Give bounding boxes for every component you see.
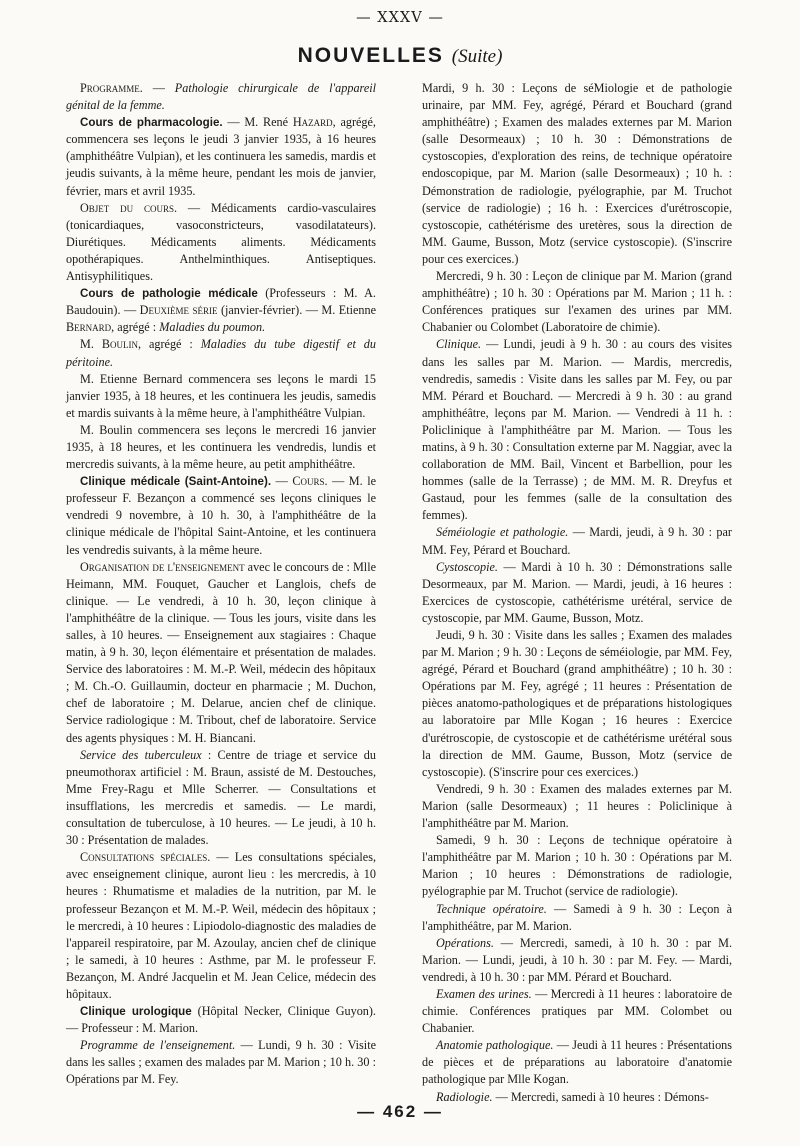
text-run: — Médicaments cardio-vasculaires (tonicardiaques, vasoconstricteurs, vasodilatateurs). Diurétiques. Médicaments aliments. Médicaments opothérapiques. Anthelminthiques. Antiseptiques. Antisyphilitiques. — [66, 200, 376, 284]
paragraph — [422, 901, 732, 935]
text-run: Vendredi, 9 h. 30 : Examen des malades externes par M. Marion (salle Desormeaux) ; 11 heures : Policlinique à l'amphithéâtre par M. Marion. — [422, 781, 732, 831]
text-run: (janvier-février). — M. Etienne — [217, 303, 377, 318]
text-run: Séméiologie et pathologie. — [436, 525, 569, 540]
text-run: — M. René — [222, 115, 293, 130]
text-run: , agrégé, commencera ses leçons le jeudi 3 janvier 1935, à 16 heures (amphithéâtre Vulpian), et les continuera les samedis, mardis et jeudis suivants, à la même heure, pendant les mois de janvier, février, mars et avril 1935. — [66, 115, 376, 198]
text-run: Anatomie pathologique. — [436, 1038, 554, 1053]
text-run: Radiologie. — [436, 1089, 493, 1104]
paragraph — [422, 1037, 732, 1088]
text-run: Technique opératoire. — [436, 901, 547, 916]
text-run: — Samedi à 9 h. 30 : Leçon à l'amphithéâtre, par M. Marion. — [422, 901, 732, 933]
text-run: — Mardi, jeudi, à 9 h. 30 : par MM. Fey, Pérard et Bouchard. — [422, 525, 732, 557]
paragraph — [66, 114, 376, 199]
text-run: avec le concours de : Mlle Heimann, MM. Fouquet, Gaucher et Langlois, chefs de clinique. — Le vendredi, à 10 h. 30, leçon clinique à l'amphithéâtre de la clinique. — Tous les jours, visite dans les salles, à 10 heures. — Enseignement aux stagiaires : Chaque matin, à 9 h. 30, leçon élémentaire et présentation de malades. Service des laboratoires : M. M.-P. Weil, médecin des hôpitaux ; M. Ch.-O. Guillaumin, docteur en pharmacie ; M. Duchon, chef de laboratoire ; M. Delarue, ancien chef de clinique. Service radiologique : M. Tribout, chef de laboratoire. Service des agents physiques : M. H. Biancani. — [66, 559, 376, 745]
text-run: — — [142, 81, 175, 95]
text-run: — Jeudi à 11 heures : Présentations de pièces et de préparations au laboratoire d'anatomie pathologique par Mlle Kogan. — [422, 1038, 733, 1087]
text-run: Consultations spéciales. — [80, 850, 211, 865]
paragraph — [422, 832, 732, 900]
text-run: Mardi, 9 h. 30 : Leçons de séMiologie et de pathologie urinaire, par MM. Fey, agrégé, Pérard et Bouchard (grand amphithéâtre) ; Examen des malades externes par M. Marion (salle Desormeaux) ; 10 h. 30 : Démonstrations de cystoscopies, d'exploration des reins, de technique opératoire endoscopique, par M. Marion (salle Desormeaux) ; 10 h. : Démonstration de radiologie, pyélographie, par M. Truchot (service de radiologie) ; 16 h. : Exercices d'urétroscopie, cystoscopie, cathétérisme des uretères, sous la direction de MM. Gaume, Busson, Motz (service cystoscopie). (S'inscrire pour ces exercices.) — [422, 81, 732, 266]
paragraph — [422, 268, 732, 336]
text-run: Clinique urologique — [80, 1005, 192, 1019]
paragraph — [66, 80, 376, 114]
paragraph — [66, 559, 376, 747]
text-run: Boulin — [101, 337, 138, 352]
text-run: — Lundi, 9 h. 30 : Visite dans les salles ; examen des malades par M. Marion ; 10 h. 30 : Opérations par M. Fey. — [66, 1038, 376, 1087]
page-number-top: — XXXV — — [356, 10, 444, 26]
text-run: Samedi, 9 h. 30 : Leçons de technique opératoire à l'amphithéâtre par M. Marion ; 10 h. 30 : Opérations par M. Marion ; 10 heures : Démonstrations de radiologie, pyélographie par M. Truchot (service de radiologie). — [422, 833, 732, 899]
text-run: : Centre de triage et service du pneumothorax artificiel : M. Braun, assisté de M. Destouches, Mme Frey-Ragu et Mlle Scherrer. — Consultations et insufflations, les mercredis et samedis. — Le mardi, consultation de tuberculose, à 10 heures. — Le jeudi, à 10 h. 30 : Présentation de malades. — [66, 747, 376, 848]
text-run: , agrégé : — [137, 337, 201, 352]
text-run: Cours de pharmacologie. — [80, 116, 223, 130]
paragraph — [422, 524, 732, 558]
text-run: — Mercredi, samedi, à 10 h. 30 : par M. Marion. — Lundi, jeudi, à 10 h. 30 : par M. Fey. — Mardi, vendredi, à 10 h. 30 : par MM. Pérard et Bouchard. — [422, 935, 732, 984]
text-run: Examen des urines. — [436, 986, 532, 1001]
text-run: Organisation de l'enseignement — [80, 559, 245, 574]
text-run: Jeudi, 9 h. 30 : Visite dans les salles ; Examen des malades par M. Marion ; 9 h. 30 : Leçons de séméiologie, par MM. Fey, agrégé, Pérard et Bouchard (grand amphithéâtre) ; 10 h. 30 : Opérations par M. Fey, agrégé ; 11 heures : Présentation de pièces anatomo-pathologiques et de préparations histologiques au laboratoire par Mlle Kogan ; 16 heures : Exercice d'urétroscopie, de cystoscopie et de cathétérisme urétéral sous la direction de MM. Gaume, Busson, Motz (service de cystoscopie). (S'inscrire pour ces exercices.) — [422, 628, 732, 779]
page-number-bottom: — 462 — — [357, 1102, 443, 1121]
paragraph — [422, 627, 732, 781]
text-run: Objet du cours. — [80, 200, 178, 215]
text-run: — Lundi, jeudi à 9 h. 30 : au cours des visites dans les salles par M. Marion. — Mardis, mercredis, vendredis, samedis : Visite dans les salles par M. Fey, ou par MM. Pérard et Bouchard. — Mercredi à 9 h. 30 : au grand amphithéâtre, leçons par M. Marion. — Vendredi à 11 h. : Policlinique à l'amphithéâtre par M. Marion. — Tous les matins, à 9 h. 30 : Consultation externe par M. Naggiar, avec la collaboration de MM. Bail, Vincent et Barbellion, pour les hommes (salle de la Terrasse) ; de MM. M. R. Dreyfus et Gastaud, pour les femmes (salle de la consultation des femmes). — [422, 337, 732, 523]
text-run: , agrégé : — [111, 320, 160, 335]
paragraph — [66, 473, 376, 558]
text-run: Clinique. — [436, 337, 482, 352]
paragraph — [422, 781, 732, 832]
text-run: Mercredi, 9 h. 30 : Leçon de clinique par M. Marion (grand amphithéâtre) ; 10 h. 30 : Opérations par M. Marion ; 11 h. : Conférences pratiques sur l'examen des urines par MM. Chabanier ou Colombet (Laboratoire de chimie). — [422, 269, 732, 335]
paragraph — [422, 336, 732, 524]
page-title — [0, 44, 800, 68]
text-run: M. Boulin commencera ses leçons le mercredi 16 janvier 1935, à 18 heures, et les continuera les vendredis, lundis et mercredis suivants, à la même heure, au petit amphithéâtre. — [66, 422, 376, 472]
paragraph — [66, 1037, 376, 1088]
text-run: Opérations. — [436, 935, 494, 950]
text-run: — M. le professeur F. Bezançon a commencé ses leçons cliniques le vendredi 9 novembre, à 10 h. 30, à l'amphithéâtre de la clinique médicale de l'hôpital Saint-Antoine, et les continuera les vendredis suivants, à la même heure. — [66, 474, 377, 557]
text-run: Bernard — [66, 320, 112, 335]
paragraph — [66, 336, 376, 370]
text-run: M. — [80, 337, 102, 352]
text-run: — Mardi à 10 h. 30 : Démonstrations salle Desormeaux, par M. Marion. — Mardi, jeudi, à 16 heures : Exercices de cystoscopie, cathétérisme urétéral, service de cystoscopie, par MM. Gaume, Busson, Motz. — [422, 559, 732, 625]
text-run: Hazard — [292, 115, 333, 130]
text-run: Deuxième série — [139, 303, 218, 318]
text-run: Programme de l'enseignement. — [80, 1038, 236, 1053]
text-run: Maladies du tube digestif et du péritoine. — [66, 337, 376, 369]
paragraph — [66, 200, 376, 285]
paragraph — [66, 422, 376, 473]
right-column — [422, 80, 732, 1106]
text-run: Cours. — [292, 474, 328, 489]
text-run: Pathologie chirurgicale de l'appareil génital de la femme. — [66, 81, 377, 113]
text-run: — Mercredi à 11 heures : laboratoire de chimie. Conférences pratiques par MM. Colombet ou Chabanier. — [422, 986, 732, 1036]
text-run: Maladies du poumon. — [159, 320, 266, 335]
text-run: Cystoscopie. — [436, 559, 498, 574]
text-run: Cours de pathologie médicale — [80, 287, 258, 301]
text-run: M. Etienne Bernard commencera ses leçons le mardi 15 janvier 1935, à 18 heures, et les continuera les jeudis, samedis et mardis suivants à la même heure, à l'amphithéâtre Vulpian. — [66, 371, 376, 420]
text-run: — Mercredi, samedi à 10 heures : Démons- — [492, 1089, 709, 1104]
paragraph — [422, 80, 732, 268]
paragraph — [66, 285, 376, 336]
left-column — [66, 80, 376, 1089]
paragraph — [422, 935, 732, 986]
text-run: — — [271, 474, 293, 489]
paragraph — [66, 371, 376, 422]
paragraph — [66, 1003, 376, 1037]
paragraph — [66, 849, 376, 1003]
text-run: (Professeurs : M. A. Baudouin). — — [66, 286, 376, 318]
paragraph — [66, 747, 376, 850]
paragraph — [422, 986, 732, 1037]
text-run: Service des tuberculeux — [80, 747, 202, 762]
title-main: NOUVELLES — [297, 44, 444, 67]
text-run: (Hôpital Necker, Clinique Guyon). — Professeur : M. Marion. — [66, 1004, 376, 1036]
text-run: — Les consultations spéciales, avec enseignement clinique, auront lieu : les mercredis, à 10 heures : Rhumatisme et maladies de la nutrition, par M. le professeur Bezançon et M. M.-P. Weil, médecin des hôpitaux ; le mercredi, à 10 heures : Lipiodolo-diagnostic des maladies de l'appareil respiratoire, par M. Azoulay, ancien chef de clinique ; le samedi, à 10 heures : Asthme, par M. le professeur F. Bezançon, M. André Jacquelin et M. Jean Celice, médecin des hôpitaux. — [66, 850, 376, 1001]
paragraph — [422, 559, 732, 627]
text-run: Programme. — [80, 81, 143, 95]
title-suite: (Suite) — [451, 46, 503, 67]
text-run: Clinique médicale (Saint-Antoine). — [80, 475, 272, 489]
